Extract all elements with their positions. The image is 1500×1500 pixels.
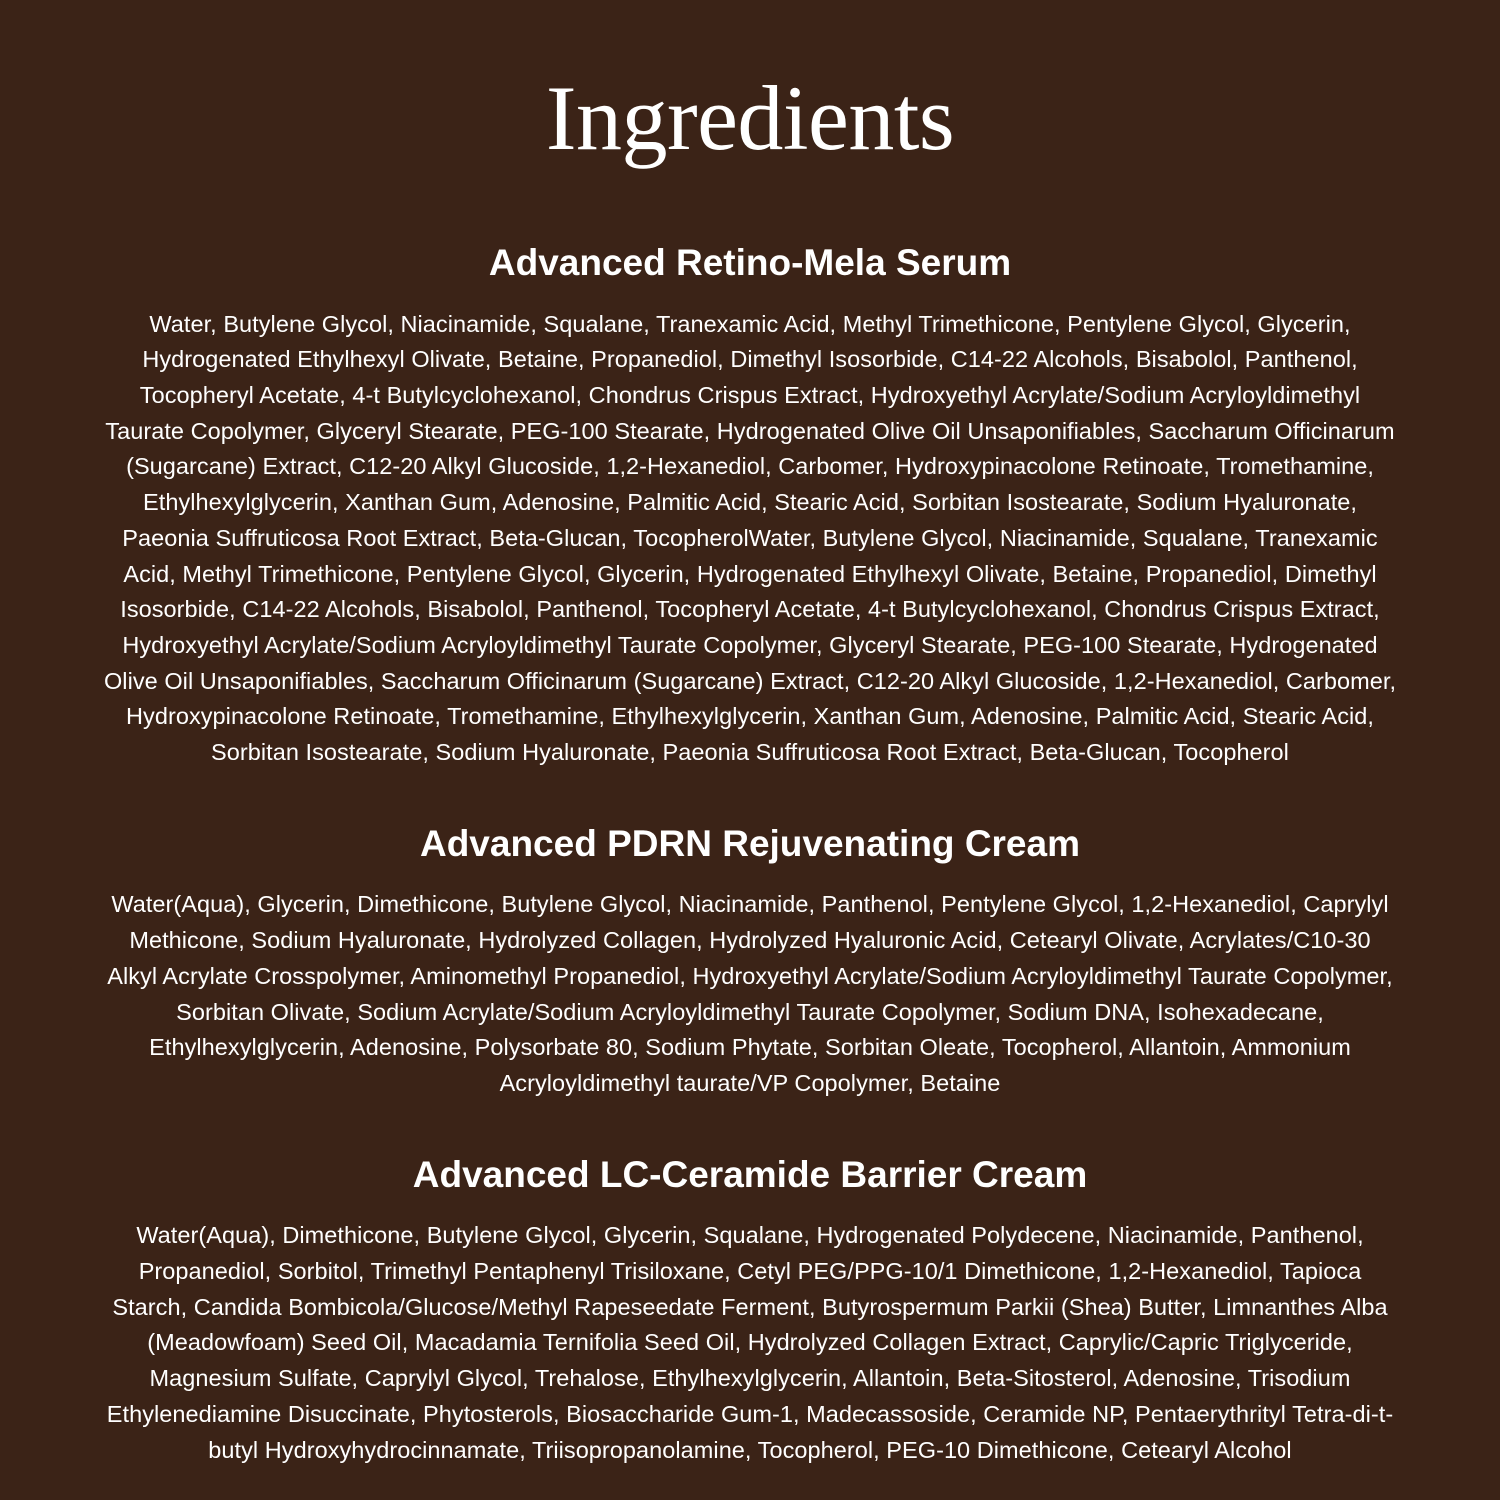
ingredient-list: Water(Aqua), Glycerin, Dimethicone, Butylene Glycol, Niacinamide, Panthenol, Pentylene Glycol, 1,2-Hexanediol, Caprylyl Methicone, Sodium Hyaluronate, Hydrolyzed Collagen, Hydrolyzed Hyaluronic Acid, Cetearyl Olivate, Acrylates/C10-30 Alkyl Acrylate Crosspolymer, Aminomethyl Propanediol, Hydroxyethyl Acrylate/Sodium Acryloyldimethyl Taurate Copolymer, Sorbitan Olivate, Sodium Acrylate/Sodium Acryloyldimethyl Taurate Copolymer, Sodium DNA, Isohexadecane, Ethylhexylglycerin, Adenosine, Polysorbate 80, Sodium Phytate, Sorbitan Oleate, Tocopherol, Allantoin, Ammonium Acryloyldimethyl taurate/VP Copolymer, Betaine	[107, 891, 1393, 1097]
ingredient-list: Water(Aqua), Dimethicone, Butylene Glycol, Glycerin, Squalane, Hydrogenated Polydecene, Niacinamide, Panthenol, Propanediol, Sorbitol, Trimethyl Pentaphenyl Trisiloxane, Cetyl PEG/PPG-10/1 Dimethicone, 1,2-Hexanediol, Tapioca Starch, Candida Bombicola/Glucose/Methyl Rapeseedate Ferment, Butyrospermum Parkii (Shea) Butter, Limnanthes Alba (Meadowfoam) Seed Oil, Macadamia Ternifolia Seed Oil, Hydrolyzed Collagen Extract, Caprylic/Capric Triglyceride, Magnesium Sulfate, Caprylyl Glycol, Trehalose, Ethylhexylglycerin, Allantoin, Beta-Sitosterol, Adenosine, Trisodium Ethylenediamine Disuccinate, Phytosterols, Biosaccharide Gum-1, Madecassoside, Ceramide NP, Pentaerythrityl Tetra-di-t-butyl Hydroxyhydrocinnamate, Triisopropanolamine, Tocopherol, PEG-10 Dimethicone, Cetearyl Alcohol	[106, 1222, 1394, 1463]
section-title: Advanced PDRN Rejuvenating Cream	[419, 822, 1080, 864]
page-title: Ingredients	[545, 67, 955, 169]
ingredient-section-pdrn-rejuvenating-cream	[100, 823, 1400, 1102]
ingredient-list: Water, Butylene Glycol, Niacinamide, Squalane, Tranexamic Acid, Methyl Trimethicone, Pentylene Glycol, Glycerin, Hydrogenated Ethylhexyl Olivate, Betaine, Propanediol, Dimethyl Isosorbide, C14-22 Alcohols, Bisabolol, Panthenol, Tocopheryl Acetate, 4-t Butylcyclohexanol, Chondrus Crispus Extract, Hydroxyethyl Acrylate/Sodium Acryloyldimethyl Taurate Copolymer, Glyceryl Stearate, PEG-100 Stearate, Hydrogenated Olive Oil Unsaponifiables, Saccharum Officinarum (Sugarcane) Extract, C12-20 Alkyl Glucoside, 1,2-Hexanediol, Carbomer, Hydroxypinacolone Retinoate, Tromethamine, Ethylhexylglycerin, Xanthan Gum, Adenosine, Palmitic Acid, Stearic Acid, Sorbitan Isostearate, Sodium Hyaluronate, Paeonia Suffruticosa Root Extract, Beta-Glucan, TocopherolWater, Butylene Glycol, Niacinamide, Squalane, Tranexamic Acid, Methyl Trimethicone, Pentylene Glycol, Glycerin, Hydrogenated Ethylhexyl Olivate, Betaine, Propanediol, Dimethyl Isosorbide, C14-22 Alcohols, Bisabolol, Panthenol, Tocopheryl Acetate, 4-t Butylcyclohexanol, Chondrus Crispus Extract, Hydroxyethyl Acrylate/Sodium Acryloyldimethyl Taurate Copolymer, Glyceryl Stearate, PEG-100 Stearate, Hydrogenated Olive Oil Unsaponifiables, Saccharum Officinarum (Sugarcane) Extract, C12-20 Alkyl Glucoside, 1,2-Hexanediol, Carbomer, Hydroxypinacolone Retinoate, Tromethamine, Ethylhexylglycerin, Xanthan Gum, Adenosine, Palmitic Acid, Stearic Acid, Sorbitan Isostearate, Sodium Hyaluronate, Paeonia Suffruticosa Root Extract, Beta-Glucan, Tocopherol	[103, 310, 1397, 766]
ingredient-section-lc-ceramide-barrier-cream	[100, 1154, 1400, 1469]
section-title: Advanced Retino-Mela Serum	[488, 242, 1012, 283]
section-title: Advanced LC-Ceramide Barrier Cream	[412, 1153, 1088, 1195]
ingredient-section-retino-mela-serum	[100, 242, 1400, 771]
